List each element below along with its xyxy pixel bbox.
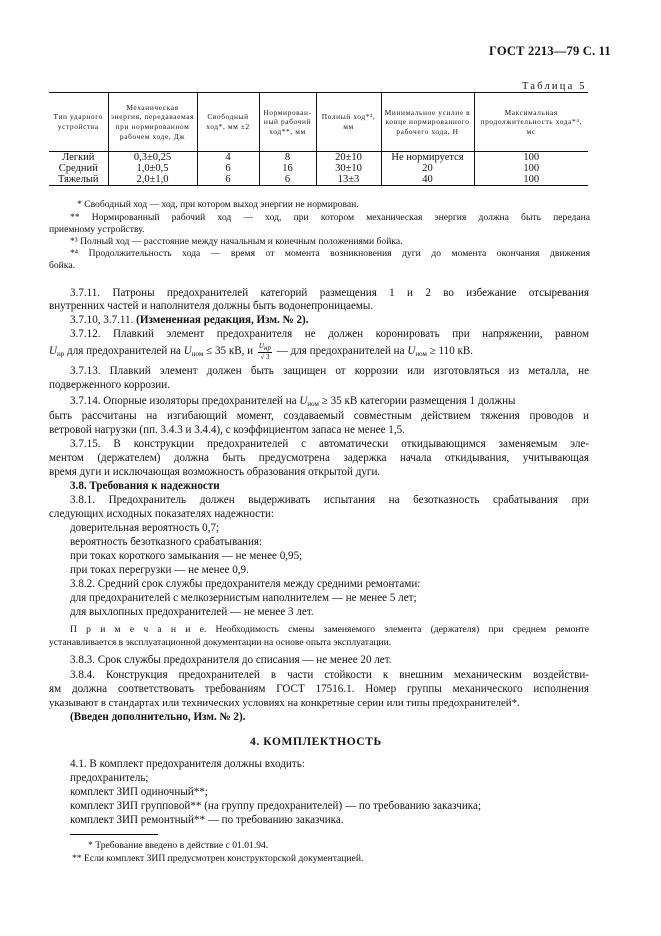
bottom-footnote-2: ** Если комплект ЗИП предусмотрен конструкторской документацией.: [72, 853, 364, 864]
footnote-full-travel: *³ Полный ход — расстояние между начальным и конечным положениями бойка.: [70, 236, 403, 247]
clause-3-8-2-item: для выхлопных предохранителей — не менее 3 лет.: [70, 606, 314, 618]
table-cell: 6: [197, 163, 259, 174]
page-header: ГОСТ 2213—79 С. 11: [489, 44, 611, 58]
table-header-cell: Полный ход*³, мм: [316, 93, 381, 152]
table-cell: Легкий: [62, 152, 95, 163]
footnote-rated-travel: ** Нормированный рабочий ход — ход, при котором механическая энергия должна быть передана: [70, 212, 590, 223]
table-cell: 0,3±0,25: [108, 152, 197, 164]
table-row: [49, 152, 588, 164]
footnote-rated-travel-cont: приемному устройству.: [49, 224, 145, 235]
note-cont: устанавливается в эксплуатационной документации на основе опыта эксплуатации.: [49, 637, 392, 648]
footnote-travel-duration: *⁴ Продолжительность хода — время от момента возникновения дуги до момента окончания движения: [70, 248, 590, 259]
clause-3-7-12: 3.7.12. Плавкий элемент предохранителя не должен коронировать при напряжении, равном: [70, 328, 589, 340]
table-cell: 6: [197, 174, 259, 186]
table-header-cell: Тип ударного устройства: [49, 93, 108, 152]
clause-3-7-15-cont: ментом (держателем) должна быть предусмотрена задержка начала откидывания, учитывающая: [49, 452, 589, 464]
clause-4-1-item: комплект ЗИП групповой** (на группу предохранителей) — по требованию заказчика;: [70, 800, 482, 812]
table-header-row: [49, 93, 588, 152]
note: П р и м е ч а н и е. Необходимость смены заменяемого элемента (держателя) при среднем ремонте: [70, 624, 589, 635]
bottom-footnote-1: * Требование введено в действие с 01.01.94.: [88, 840, 269, 851]
clause-3-8-1-item: вероятность безотказного срабатывания:: [70, 536, 263, 548]
clause-3-8-4-cont2: указывают в стандартах или технических условиях на конкретные серии или типы предохранителей*.: [49, 697, 520, 709]
clause-3-7-11: 3.7.11. Патроны предохранителей категорий размещения 1 и 2 во избежание отсыревания: [70, 287, 589, 299]
table-cell: 16: [259, 163, 316, 174]
table-row: [49, 163, 588, 174]
table-cell: 2,0±1,0: [108, 174, 197, 186]
table-cell: 40: [381, 174, 474, 186]
footnote-travel-duration-cont: бойка.: [49, 260, 75, 271]
clause-3-7-12-formula: $U_{нр}$ для предохранителей на $U_{ном} \le 35$ кВ, и $\frac{U_{нр}}{√ 3}$ — для предохранителей на $U_{ном} \ge 110$ кВ.: [49, 342, 474, 361]
clause-3-7-14: 3.7.14. Опорные изоляторы предохранителей на $U_{ном} \ge 35$ кВ категории размещения 1 должны: [70, 395, 516, 408]
clause-3-8-2: 3.8.2. Средний срок службы предохранителя между средними ремонтами:: [70, 578, 421, 590]
table-cell: 100: [474, 174, 588, 186]
clause-4-1-item: предохранитель;: [70, 772, 149, 784]
clause-4-1: 4.1. В комплект предохранителя должны входить:: [70, 758, 305, 770]
table-cell: 30±10: [316, 163, 381, 174]
clause-3-8-4: 3.8.4. Конструкция предохранителей в части стойкости к внешним механическим воздействи-: [70, 669, 589, 681]
clause-3-7-11-cont: внутренних частей и наполнителя должны быть водонепроницаемы.: [49, 300, 374, 312]
table-header-cell: Максимальная продолжительность хода*⁴, мс: [474, 93, 588, 152]
table-cell: 4: [197, 152, 259, 164]
table-cell: 13±3: [316, 174, 381, 186]
table-cell: Средний: [58, 163, 98, 174]
clause-3-8-4-cont: ям должна соответствовать требованиям ГОСТ 17516.1. Номер группы механического исполнения: [49, 683, 589, 695]
table-cell: 1,0±0,5: [108, 163, 197, 174]
table-cell: 20: [381, 163, 474, 174]
table-header-cell: Механическая энергия, передаваемая при нормированном рабочем ходе, Дж: [108, 93, 197, 152]
table-cell: 20±10: [316, 152, 381, 164]
table-5: [49, 92, 588, 186]
table-row: [49, 174, 588, 186]
table-header-cell: Свободный ход*, мм ±2: [197, 93, 259, 152]
footnote-free-travel: * Свободный ход — ход, при котором выход энергии не нормирован.: [77, 199, 359, 210]
clause-3-7-15: 3.7.15. В конструкции предохранителей с автоматически откидывающимся заменяемым эле-: [70, 438, 589, 450]
table-cell: 8: [259, 152, 316, 164]
clause-4-1-item: комплект ЗИП ремонтный** — по требованию заказчика.: [70, 814, 344, 826]
table-cell: Не нормируется: [381, 152, 474, 164]
footnote-divider: [70, 834, 158, 835]
amendment-note-2: (Введен дополнительно, Изм. № 2).: [70, 711, 246, 723]
table-cell: 100: [474, 163, 588, 174]
clause-3-8-1-item: доверительная вероятность 0,7;: [70, 522, 220, 534]
table-header-cell: Нормирован-ный рабочий ход**, мм: [259, 93, 316, 152]
table-cell: 100: [474, 152, 588, 164]
subsection-3-8-title: 3.8. Требования к надежности: [70, 480, 220, 492]
clause-3-8-3: 3.8.3. Срок службы предохранителя до списания — не менее 20 лет.: [70, 654, 392, 666]
clause-3-8-1-item: при токах перегрузки — не менее 0,9.: [70, 564, 249, 576]
amendment-note: 3.7.10, 3.7.11. (Измененная редакция, Изм. № 2).: [70, 314, 309, 326]
clause-3-7-15-cont2: время дуги и исключающая возможность образования открытой дуги.: [49, 466, 381, 478]
clause-3-8-2-item: для предохранителей с мелкозернистым наполнителем — не менее 5 лет;: [70, 592, 417, 604]
clause-3-8-1-item: при токах короткого замыкания — не менее 0,95;: [70, 550, 303, 562]
table-cell: Тяжелый: [49, 174, 108, 186]
clause-3-7-14-cont2: ветровой нагрузки (пп. 3.4.3 и 3.4.4), с коэффициентом запаса не менее 1,5.: [49, 424, 405, 436]
clause-3-8-1-cont: следующих исходных показателях надежности:: [49, 508, 274, 520]
fraction: $\frac{U_{нр}}{√ 3}$: [258, 342, 271, 361]
clause-3-7-13-cont: подверженного коррозии.: [49, 379, 170, 391]
clause-4-1-item: комплект ЗИП одиночный**;: [70, 786, 208, 798]
table-header-cell: Минимальное усилие в конце нормированного рабочего хода, Н: [381, 93, 474, 152]
table-cell: 6: [259, 174, 316, 186]
clause-3-7-14-cont: быть рассчитаны на изгибающий момент, создаваемый совместным действием тяжения проводов и: [49, 410, 589, 422]
table-caption: Таблица 5: [522, 81, 587, 92]
clause-3-8-1: 3.8.1. Предохранитель должен выдерживать испытания на безотказность срабатывания при: [70, 494, 589, 506]
section-4-title: 4. КОМПЛЕКТНОСТЬ: [250, 736, 382, 748]
clause-3-7-13: 3.7.13. Плавкий элемент должен быть защищен от коррозии или изготовляться из металла, не: [70, 365, 589, 377]
